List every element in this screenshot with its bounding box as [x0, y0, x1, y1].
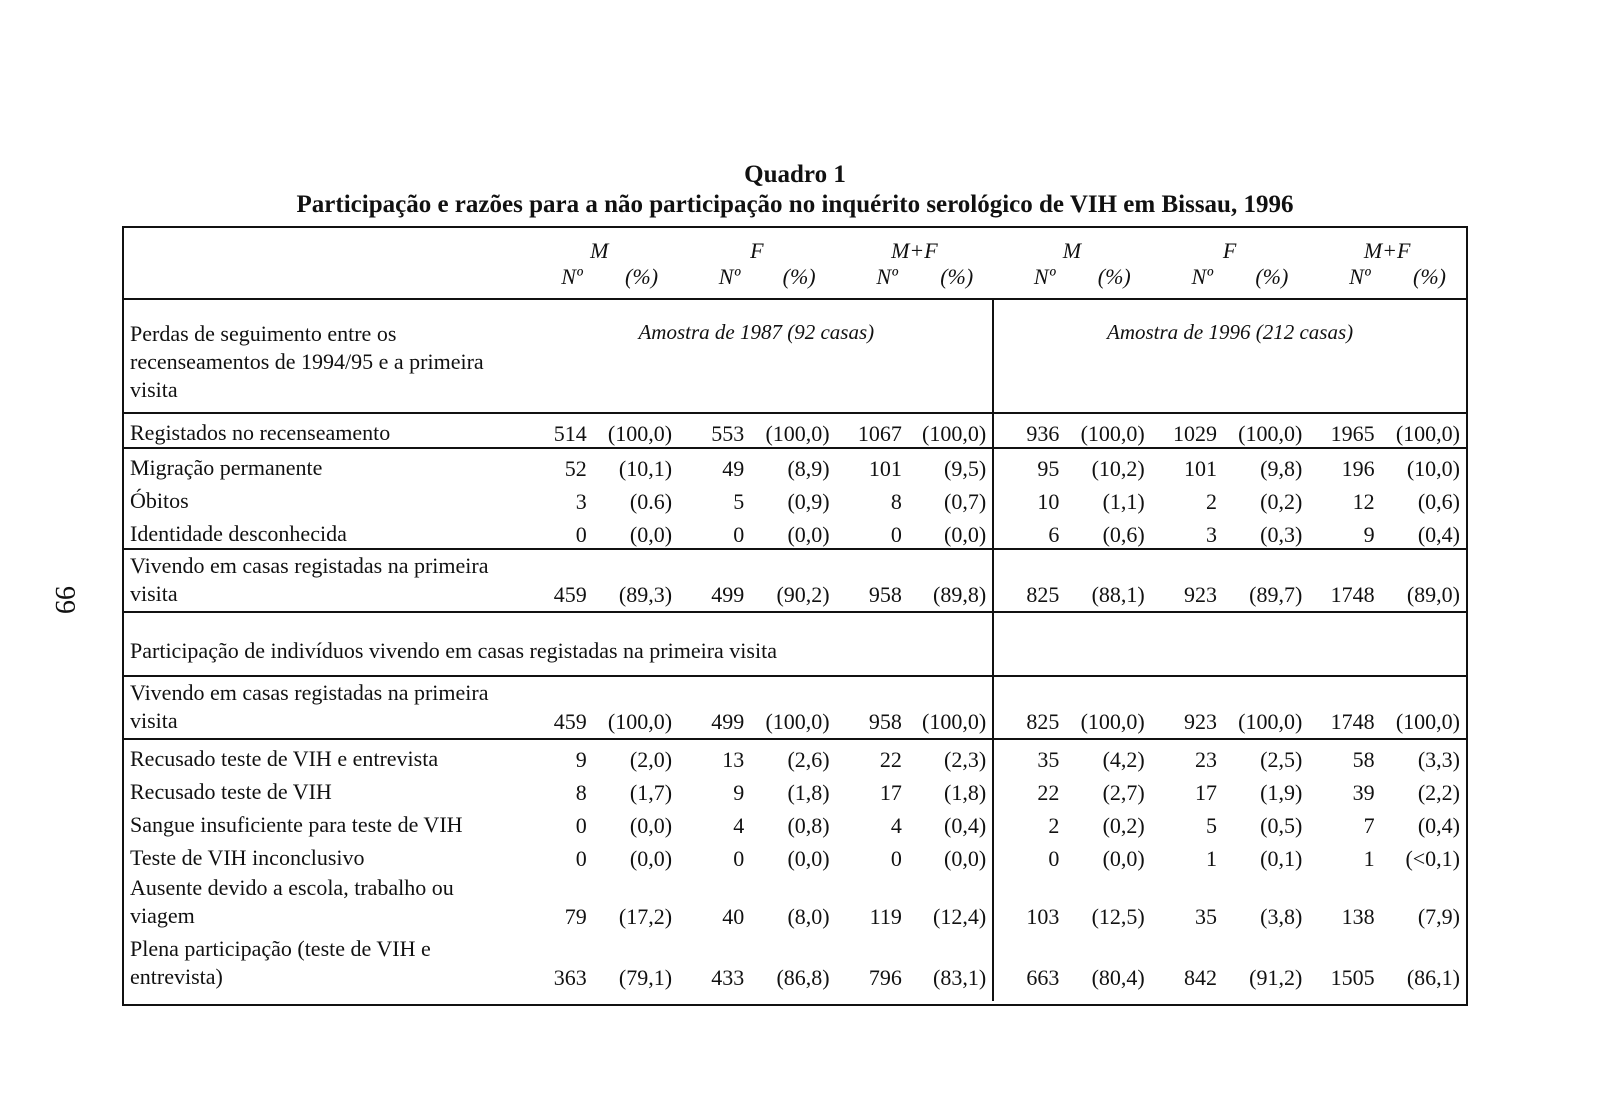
cell-percent: (0,4)	[1417, 813, 1460, 838]
cell-count: 17	[1195, 780, 1217, 805]
table-row	[124, 933, 1466, 1001]
row-label: Óbitos	[130, 488, 189, 513]
table-row	[124, 872, 1466, 933]
row-label: Plena participação (teste de VIH e entrevista)	[130, 936, 431, 989]
cell-percent: (89,8)	[906, 549, 993, 612]
cell-count: 0	[733, 522, 745, 547]
cell-percent: (100,0)	[1063, 676, 1150, 739]
cell-percent: (1,1)	[1102, 489, 1145, 514]
cell-percent: (0,6)	[1417, 489, 1460, 514]
cell-count: 3	[1206, 522, 1217, 547]
cell-count: 1067	[836, 413, 906, 448]
cell-percent: (89,3)	[591, 549, 678, 612]
cell-percent: (9,8)	[1221, 448, 1308, 482]
cell-count: 936	[993, 413, 1063, 448]
cell-percent: (2,0)	[591, 739, 678, 773]
cell-count: 499	[678, 549, 748, 612]
cell-percent: (<0,1)	[1405, 846, 1460, 871]
group-header: M	[590, 238, 609, 263]
cell-percent: (0,9)	[787, 489, 830, 514]
cell-count: 958	[836, 549, 906, 612]
cell-percent: (0,2)	[1260, 489, 1303, 514]
cell-percent: (0,0)	[629, 522, 673, 547]
cell-count: 514	[520, 413, 590, 448]
cell-percent: (90,2)	[748, 549, 835, 612]
cell-percent: (0,4)	[1417, 522, 1460, 547]
cell-percent: (8,0)	[787, 904, 830, 929]
cell-count: 923	[1151, 676, 1221, 739]
cell-count: 1	[1363, 846, 1375, 871]
sub-header-pct: (%)	[1063, 264, 1150, 299]
cell-percent: (10,2)	[1063, 448, 1150, 482]
cell-percent: (2,5)	[1221, 739, 1308, 773]
row-label: Recusado teste de VIH	[130, 779, 332, 804]
cell-percent: (100,0)	[591, 413, 678, 448]
cell-count: 363	[553, 965, 587, 990]
cell-percent: (100,0)	[591, 676, 678, 739]
table-row	[124, 806, 1466, 839]
cell-percent: (10,1)	[591, 448, 678, 482]
cell-percent: (0,1)	[1260, 846, 1303, 871]
cell-percent: (12,5)	[1091, 904, 1145, 929]
row-label: Registados no recenseamento	[124, 413, 520, 448]
cell-count: 459	[520, 549, 590, 612]
cell-count: 23	[1151, 739, 1221, 773]
cell-count: 1748	[1308, 676, 1378, 739]
table-title: Quadro 1	[744, 161, 846, 188]
cell-count: 499	[678, 676, 748, 739]
cell-count: 0	[890, 522, 902, 547]
cell-percent: (0,0)	[1102, 846, 1145, 871]
sub-header-pct: (%)	[1379, 264, 1466, 299]
cell-count: 2	[1206, 489, 1217, 514]
cell-percent: (2,3)	[906, 739, 993, 773]
cell-count: 0	[993, 839, 1063, 872]
table-row	[124, 448, 1466, 482]
cell-count: 1029	[1151, 413, 1221, 448]
cell-count: 5	[1206, 813, 1217, 838]
sub-header-n: Nº	[1151, 264, 1221, 299]
sub-header-n: Nº	[836, 264, 906, 299]
cell-count: 13	[678, 739, 748, 773]
cell-percent: (100,0)	[906, 676, 993, 739]
cell-percent: (17,2)	[618, 904, 673, 929]
row-label: Vivendo em casas registadas na primeira visita	[124, 676, 520, 739]
cell-percent: (100,0)	[1379, 413, 1466, 448]
cell-percent: (0,5)	[1260, 813, 1303, 838]
sub-header-n: Nº	[1308, 264, 1378, 299]
table-row	[124, 839, 1466, 872]
cell-percent: (0,3)	[1260, 522, 1303, 547]
table-body	[124, 676, 1466, 1001]
cell-count: 22	[836, 739, 906, 773]
cell-percent: (10,0)	[1379, 448, 1466, 482]
table-row	[124, 549, 1466, 612]
section-row	[124, 299, 1466, 413]
cell-count: 103	[993, 872, 1063, 933]
cell-count: 825	[993, 549, 1063, 612]
cell-count: 52	[520, 448, 590, 482]
cell-percent: (89,7)	[1221, 549, 1308, 612]
cell-percent: (0,0)	[944, 846, 987, 871]
cell-count: 2	[993, 806, 1063, 839]
cell-count: 5	[733, 489, 745, 514]
cell-percent: (100,0)	[1379, 676, 1466, 739]
cell-count: 553	[678, 413, 748, 448]
cell-percent: (0,8)	[787, 813, 830, 838]
cell-count: 9	[520, 739, 590, 773]
cell-count: 35	[993, 739, 1063, 773]
cell-percent: (1,9)	[1260, 780, 1303, 805]
cell-count: 825	[993, 676, 1063, 739]
table-row	[124, 676, 1466, 739]
cell-percent: (100,0)	[748, 413, 835, 448]
cell-count: 17	[879, 780, 902, 805]
cell-count: 4	[733, 813, 745, 838]
cell-percent: (100,0)	[906, 413, 993, 448]
cell-count: 9	[1363, 522, 1375, 547]
data-table	[124, 228, 1466, 1001]
cell-percent: (0,6)	[1102, 522, 1145, 547]
cell-percent: (0,0)	[629, 813, 673, 838]
cell-percent: (88,1)	[1063, 549, 1150, 612]
row-label: Sangue insuficiente para teste de VIH	[130, 812, 463, 837]
cell-count: 0	[890, 846, 902, 871]
cell-count: 1	[1206, 846, 1217, 871]
sub-header-pct: (%)	[1221, 264, 1308, 299]
cell-count: 1505	[1330, 965, 1375, 990]
cell-count: 0	[575, 522, 587, 547]
cell-percent: (1,8)	[944, 780, 987, 805]
table-row	[124, 413, 1466, 448]
cell-count: 49	[678, 448, 748, 482]
sub-header-n: Nº	[520, 264, 590, 299]
cell-count: 101	[836, 448, 906, 482]
group-header: M+F	[1363, 238, 1411, 263]
table-subtitle: Participação e razões para a não participação no inquérito serológico de VIH em Bissau, 1996	[296, 191, 1294, 218]
section-label: Participação de indivíduos vivendo em casas registadas na primeira visita	[124, 612, 993, 676]
cell-count: 958	[836, 676, 906, 739]
group-header-row	[124, 228, 1466, 264]
cell-count: 4	[890, 813, 902, 838]
row-label: Ausente devido a escola, trabalho ou viagem	[130, 875, 454, 928]
cell-percent: (1,7)	[629, 780, 673, 805]
cell-count: 79	[564, 904, 587, 929]
cell-count: 58	[1308, 739, 1378, 773]
group-header: F	[750, 238, 764, 263]
cell-count: 196	[1308, 448, 1378, 482]
page-number: 99	[49, 586, 80, 614]
sub-header-n: Nº	[993, 264, 1063, 299]
cell-percent: (0,2)	[1102, 813, 1145, 838]
cell-count: 1748	[1308, 549, 1378, 612]
cell-count: 6	[993, 515, 1063, 549]
cell-count: 7	[1363, 813, 1375, 838]
cell-count: 459	[520, 676, 590, 739]
data-table-frame	[122, 226, 1468, 1006]
row-label: Migração permanente	[124, 448, 520, 482]
cell-percent: (100,0)	[1063, 413, 1150, 448]
cell-percent: (86,8)	[776, 965, 830, 990]
cell-count: 35	[1195, 904, 1217, 929]
cell-percent: (79,1)	[618, 965, 673, 990]
cell-percent: (100,0)	[1221, 676, 1308, 739]
cell-percent: (2,7)	[1102, 780, 1145, 805]
cell-count: 22	[993, 773, 1063, 806]
cell-percent: (100,0)	[1221, 413, 1308, 448]
cell-count: 95	[993, 448, 1063, 482]
cell-count: 842	[1184, 965, 1217, 990]
sub-header-pct: (%)	[748, 264, 835, 299]
cell-count: 8	[575, 780, 587, 805]
cell-percent: (9,5)	[906, 448, 993, 482]
group-header: F	[1222, 238, 1237, 263]
sample-1987-label: Amostra de 1987 (92 casas)	[638, 320, 875, 344]
cell-count: 663	[993, 933, 1063, 1001]
table-row	[124, 739, 1466, 773]
cell-percent: (0,0)	[629, 846, 673, 871]
cell-percent: (0.6)	[629, 489, 673, 514]
cell-percent: (0,0)	[787, 522, 830, 547]
table-caption	[122, 160, 1468, 220]
cell-percent: (2,2)	[1417, 780, 1460, 805]
cell-percent: (3,3)	[1379, 739, 1466, 773]
cell-percent: (4,2)	[1063, 739, 1150, 773]
cell-percent: (0,0)	[944, 522, 987, 547]
cell-percent: (12,4)	[933, 904, 987, 929]
section-row	[124, 612, 1466, 676]
cell-percent: (3,8)	[1260, 904, 1303, 929]
cell-count: 40	[722, 904, 745, 929]
cell-count: 10	[993, 482, 1063, 515]
sub-header-row	[124, 264, 1466, 299]
cell-count: 3	[575, 489, 587, 514]
cell-percent: (89,0)	[1379, 549, 1466, 612]
table-row	[124, 482, 1466, 515]
cell-percent: (7,9)	[1417, 904, 1460, 929]
cell-count: 0	[575, 813, 587, 838]
cell-count: 1965	[1308, 413, 1378, 448]
cell-percent: (0,0)	[787, 846, 830, 871]
row-label: Identidade desconhecida	[130, 521, 347, 546]
cell-count: 433	[711, 965, 745, 990]
cell-count: 0	[575, 846, 587, 871]
sub-header-n: Nº	[678, 264, 748, 299]
section-label: Perdas de seguimento entre os recenseamentos de 1994/95 e a primeira visita	[130, 321, 484, 402]
cell-percent: (1,8)	[787, 780, 830, 805]
table-body	[124, 413, 1466, 612]
cell-count: 39	[1352, 780, 1375, 805]
cell-percent: (86,1)	[1406, 965, 1460, 990]
cell-percent: (0,7)	[944, 489, 987, 514]
cell-count: 8	[890, 489, 902, 514]
cell-count: 101	[1151, 448, 1221, 482]
cell-count: 138	[1341, 904, 1375, 929]
row-label: Teste de VIH inconclusivo	[130, 845, 365, 870]
cell-percent: (2,6)	[748, 739, 835, 773]
row-label: Recusado teste de VIH e entrevista	[124, 739, 520, 773]
table-row	[124, 515, 1466, 549]
cell-count: 923	[1151, 549, 1221, 612]
cell-percent: (0,4)	[944, 813, 987, 838]
cell-count: 0	[733, 846, 745, 871]
cell-count: 119	[869, 904, 902, 929]
row-label: Vivendo em casas registadas na primeira visita	[124, 549, 520, 612]
cell-count: 9	[733, 780, 745, 805]
cell-percent: (83,1)	[933, 965, 987, 990]
sub-header-pct: (%)	[591, 264, 678, 299]
table-row	[124, 773, 1466, 806]
cell-percent: (80,4)	[1091, 965, 1145, 990]
cell-percent: (8,9)	[748, 448, 835, 482]
group-header: M+F	[891, 238, 938, 263]
sample-1996-label: Amostra de 1996 (212 casas)	[993, 299, 1466, 413]
cell-percent: (100,0)	[748, 676, 835, 739]
cell-count: 796	[868, 965, 902, 990]
sub-header-pct: (%)	[906, 264, 993, 299]
cell-percent: (91,2)	[1249, 965, 1303, 990]
cell-count: 12	[1352, 489, 1375, 514]
group-header: M	[1062, 238, 1082, 263]
